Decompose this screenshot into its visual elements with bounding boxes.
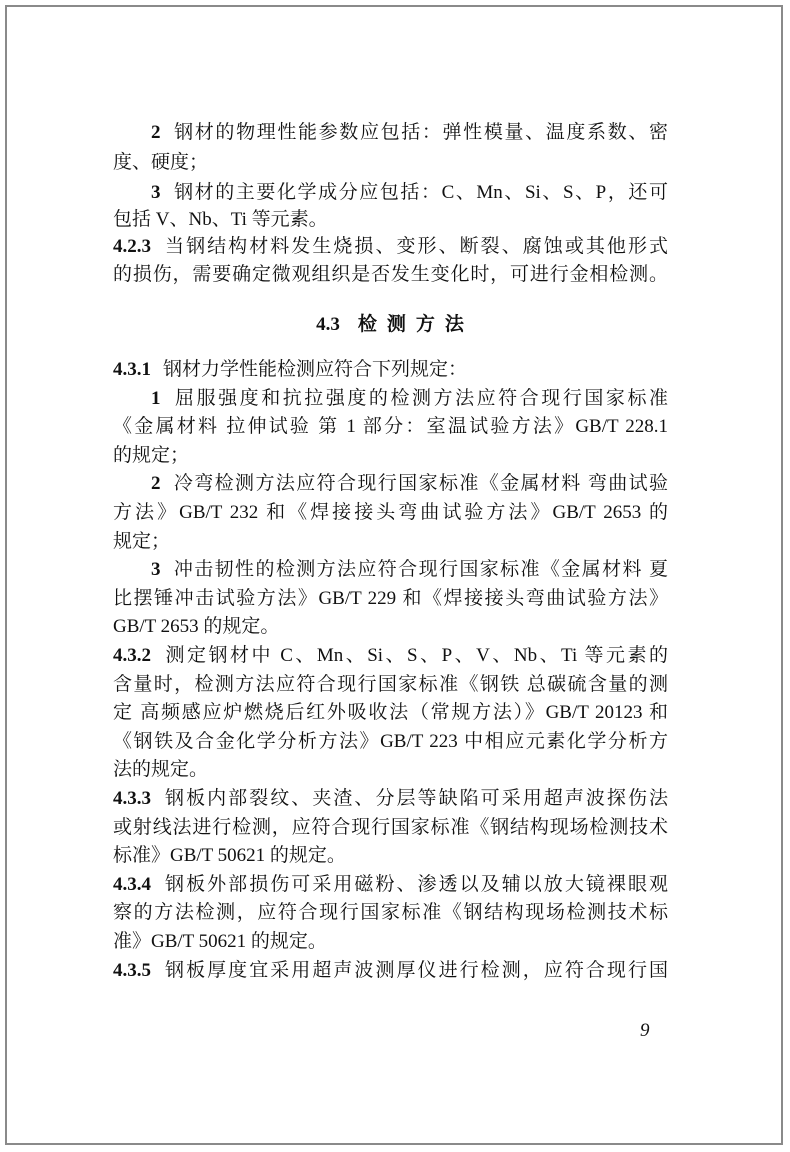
text-line — [113, 263, 668, 287]
clause-number: 4.3.2 — [113, 645, 151, 666]
line-text: 冲击韧性的检测方法应符合现行国家标准《金属材料 夏 — [172, 559, 668, 580]
line-text: GB/T 2653 的规定。 — [113, 616, 280, 637]
line-text: 《金属材料 拉伸试验 第 1 部分：室温试验方法》GB/T 228.1 — [113, 416, 668, 437]
line-text: 钢材的物理性能参数应包括：弹性模量、温度系数、密 — [172, 122, 668, 143]
text-line — [113, 121, 668, 145]
line-text: 钢板内部裂纹、夹渣、分层等缺陷可采用超声波探伤法 — [163, 788, 668, 809]
line-text: 察的方法检测，应符合现行国家标准《钢结构现场检测技术标 — [113, 902, 668, 923]
text-line — [113, 730, 668, 754]
text-line — [113, 558, 668, 582]
clause-number: 4.3.5 — [113, 960, 151, 981]
line-text: 包括 V、Nb、Ti 等元素。 — [113, 209, 328, 230]
clause-number: 4.3.1 — [113, 359, 151, 380]
text-line — [113, 701, 668, 725]
text-line — [113, 151, 668, 175]
line-text: 度、硬度； — [113, 152, 209, 173]
text-line — [113, 235, 668, 259]
text-line — [113, 930, 668, 954]
line-text: 《钢铁及合金化学分析方法》GB/T 223 中相应元素化学分析方 — [113, 731, 668, 752]
line-text: 钢板外部损伤可采用磁粉、渗透以及辅以放大镜裸眼观 — [163, 874, 668, 895]
line-text: 钢材的主要化学成分应包括：C、Mn、Si、S、P，还可 — [172, 182, 668, 203]
line-text: 准》GB/T 50621 的规定。 — [113, 931, 327, 952]
clause-number: 1 — [151, 388, 161, 409]
line-text: 规定； — [113, 531, 171, 552]
page-number: 9 — [640, 1020, 650, 1041]
line-text: 钢板厚度宜采用超声波测厚仪进行检测，应符合现行国 — [163, 960, 668, 981]
line-text: 钢材力学性能检测应符合下列规定： — [163, 359, 468, 380]
text-line — [113, 530, 668, 554]
section-heading — [0, 313, 790, 337]
line-text: 测定钢材中 C、Mn、Si、S、P、V、Nb、Ti 等元素的 — [163, 645, 668, 666]
line-text: 方法》GB/T 232 和《焊接接头弯曲试验方法》GB/T 2653 的 — [113, 502, 668, 523]
section-number: 4.3 — [316, 314, 340, 335]
clause-number: 4.3.3 — [113, 788, 151, 809]
text-line — [113, 444, 668, 468]
line-text: 冷弯检测方法应符合现行国家标准《金属材料 弯曲试验 — [172, 473, 668, 494]
text-line — [113, 901, 668, 925]
text-line — [113, 959, 668, 983]
line-text: 法的规定。 — [113, 759, 209, 780]
clause-number: 4.2.3 — [113, 236, 151, 257]
text-line — [113, 816, 668, 840]
text-line — [113, 387, 668, 411]
text-line — [113, 844, 668, 868]
clause-number: 2 — [151, 473, 161, 494]
text-line — [113, 501, 668, 525]
line-text: 定 高频感应炉燃烧后红外吸收法（常规方法）》GB/T 20123 和 — [113, 702, 668, 723]
text-line — [113, 587, 668, 611]
clause-number: 3 — [151, 182, 161, 203]
text-line — [113, 208, 668, 232]
line-text: 的损伤，需要确定微观组织是否发生变化时，可进行金相检测。 — [113, 264, 668, 285]
text-line — [113, 181, 668, 205]
line-text: 或射线法进行检测，应符合现行国家标准《钢结构现场检测技术 — [113, 817, 668, 838]
text-line — [113, 673, 668, 697]
text-line — [113, 758, 668, 782]
line-text: 当钢结构材料发生烧损、变形、断裂、腐蚀或其他形式 — [163, 236, 668, 257]
text-line — [113, 415, 668, 439]
line-text: 含量时，检测方法应符合现行国家标准《钢铁 总碳硫含量的测 — [113, 674, 668, 695]
text-line — [113, 358, 668, 382]
line-text: 标准》GB/T 50621 的规定。 — [113, 845, 346, 866]
line-text: 的规定； — [113, 445, 190, 466]
section-title: 检测方法 — [357, 314, 474, 335]
text-line — [113, 615, 668, 639]
clause-number: 2 — [151, 122, 161, 143]
text-line — [113, 472, 668, 496]
line-text: 屈服强度和抗拉强度的检测方法应符合现行国家标准 — [172, 388, 668, 409]
clause-number: 4.3.4 — [113, 874, 151, 895]
clause-number: 3 — [151, 559, 161, 580]
text-line — [113, 873, 668, 897]
line-text: 比摆锤冲击试验方法》GB/T 229 和《焊接接头弯曲试验方法》 — [113, 588, 668, 609]
text-line — [113, 644, 668, 668]
text-line — [113, 787, 668, 811]
